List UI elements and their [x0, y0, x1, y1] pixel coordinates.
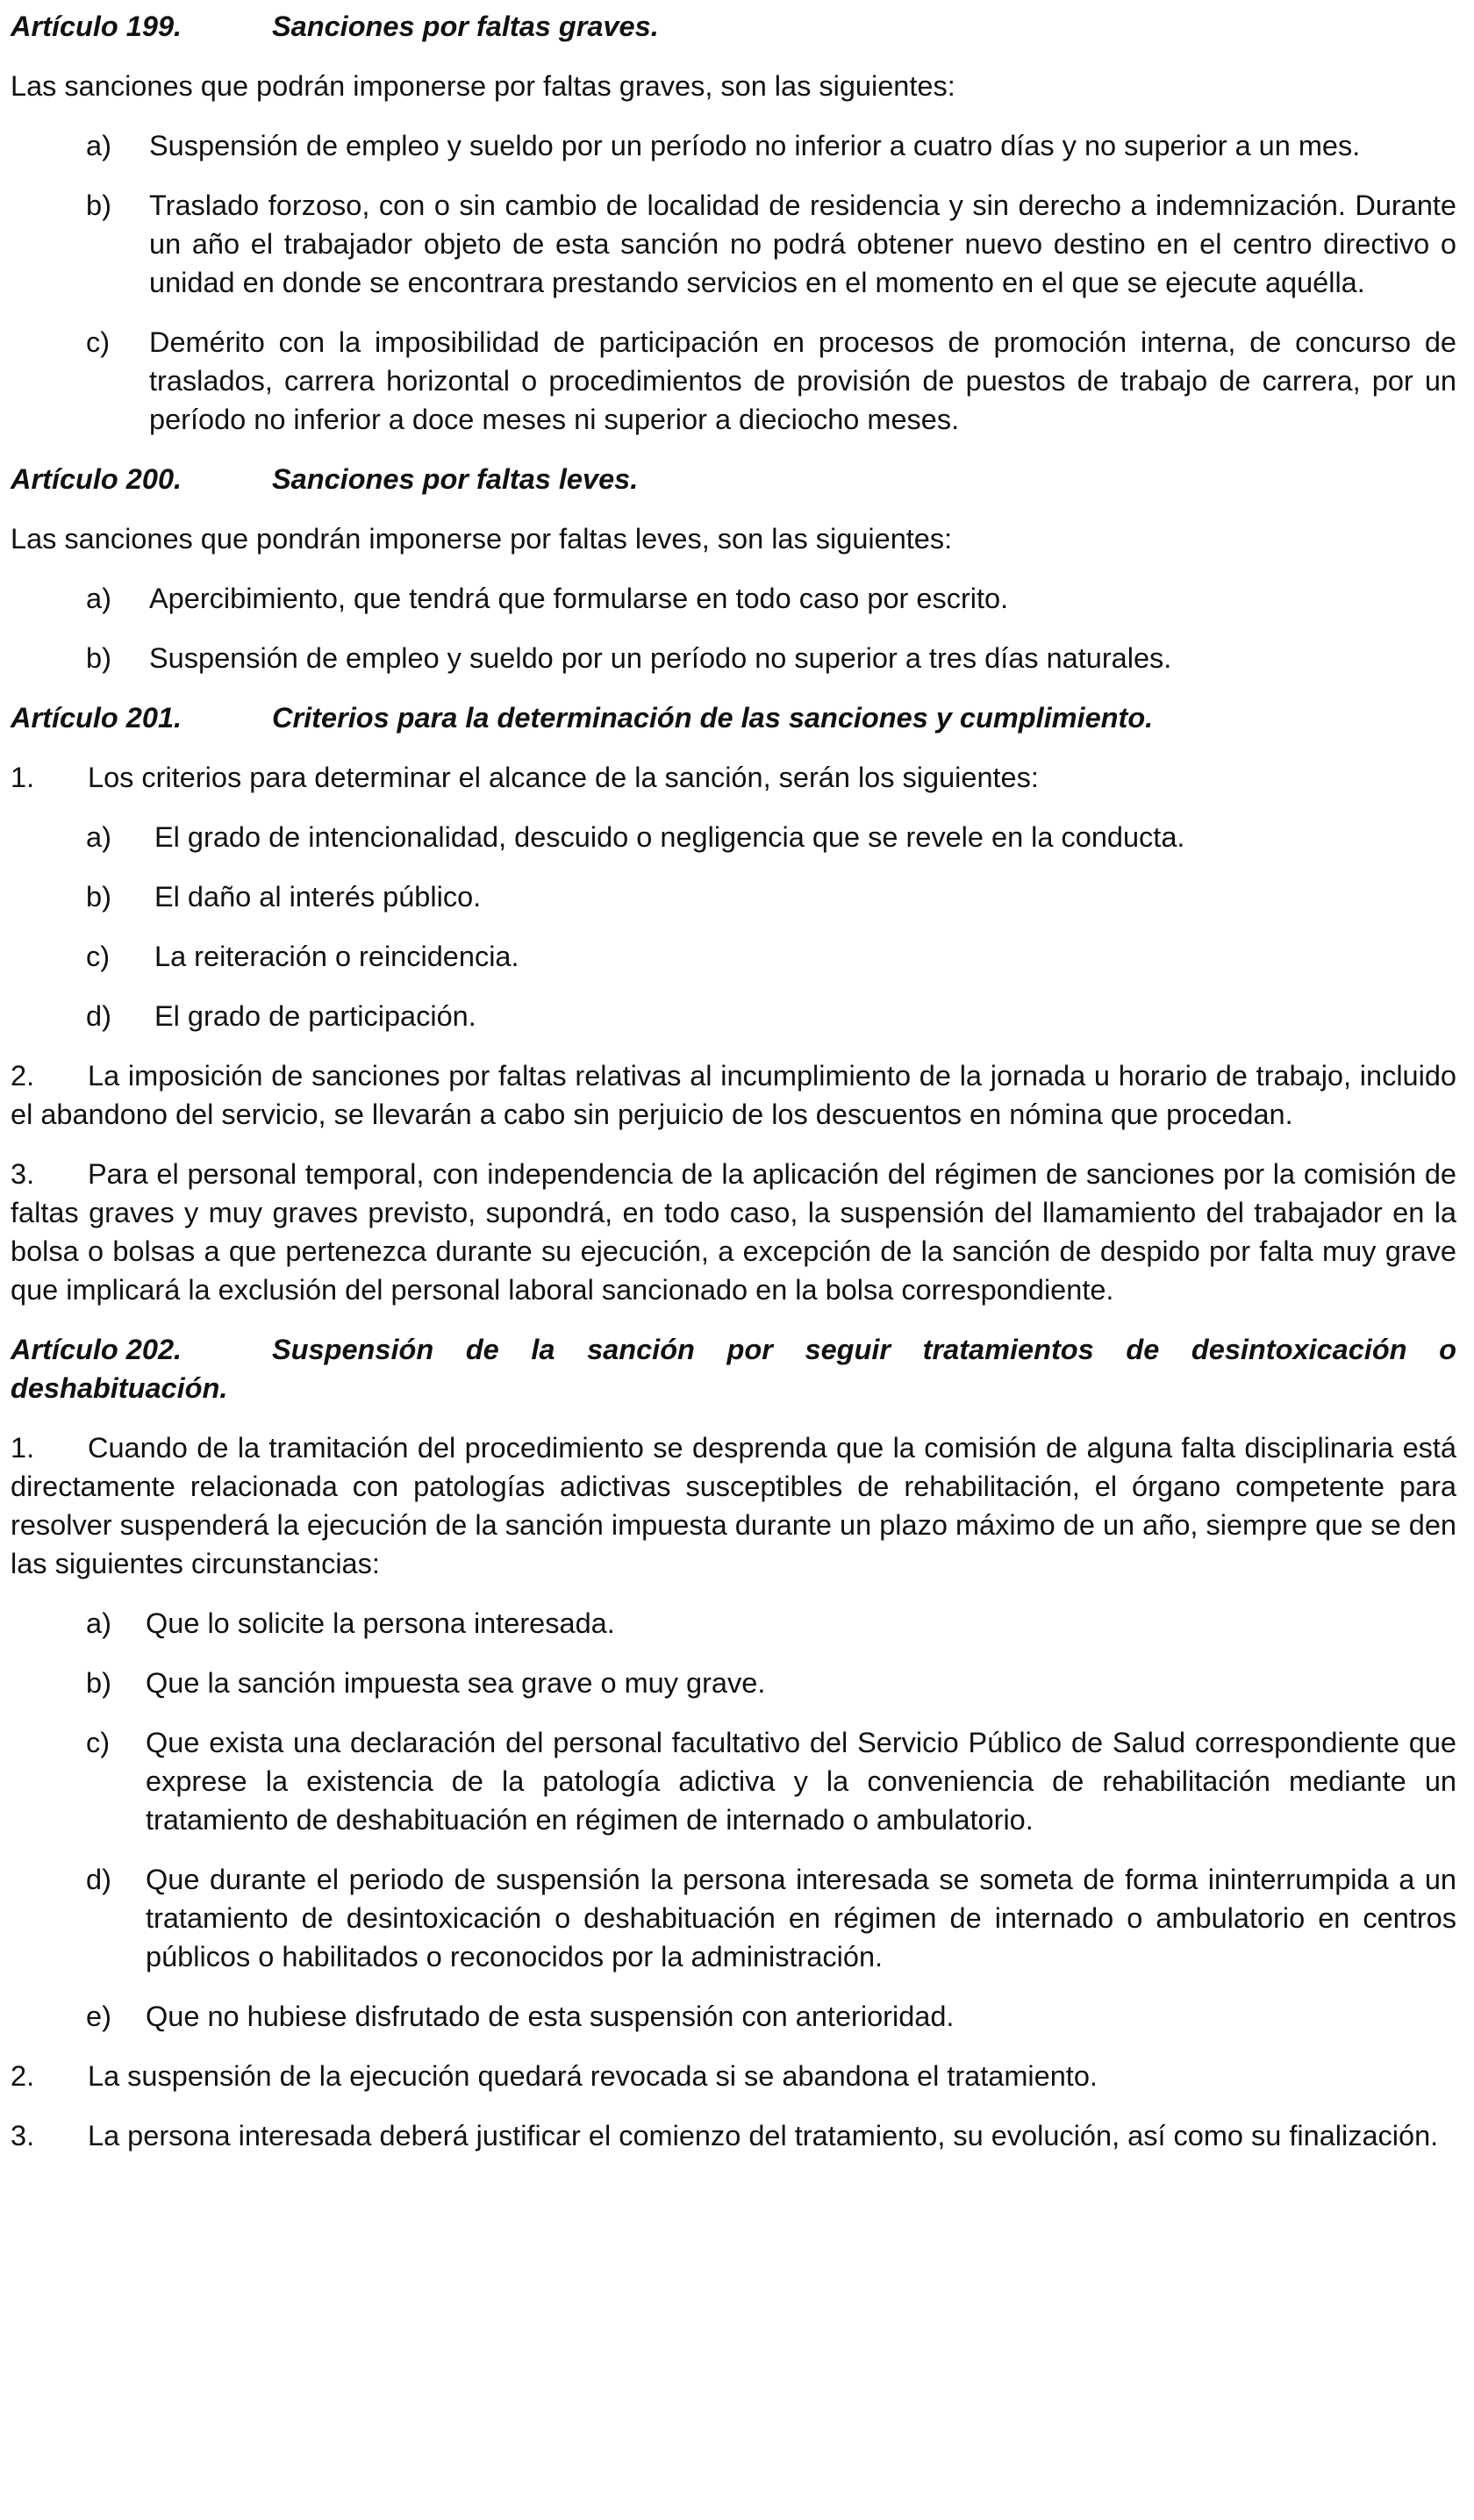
paragraph-number: 2.	[11, 1060, 35, 1092]
article-heading	[11, 460, 1456, 498]
sanctions-list	[11, 579, 1456, 677]
list-item	[11, 1604, 1456, 1643]
article-title: Sanciones por faltas leves.	[272, 463, 639, 495]
paragraph-number: 1.	[11, 1432, 35, 1464]
list-item	[11, 937, 1456, 976]
list-marker: e)	[86, 2001, 111, 2032]
article-title: Suspensión de la sanción por seguir tratamientos de desintoxicación o deshabituación.	[11, 1334, 1456, 1404]
paragraph-text: Cuando de la tramitación del procedimiento se desprenda que la comisión de alguna falta disciplinaria está directamente relacionada con patologías adictivas susceptibles de rehabilitación, el órgano competente para resolver suspenderá la ejecución de la sanción impuesta durante un plazo máximo de un año, siempre que se den las siguientes circunstancias:	[11, 1432, 1456, 1579]
numbered-paragraph	[11, 2057, 1456, 2095]
numbered-paragraph	[11, 2116, 1456, 2155]
list-item-text: Traslado forzoso, con o sin cambio de localidad de residencia y sin derecho a indemnización. Durante un año el trabajador objeto de esta sanción no podrá obtener nuevo destino en el centro directivo o unidad en donde se encontrara prestando servicios en el momento en el que se ejecute aquélla.	[149, 190, 1456, 298]
article-201	[11, 698, 1456, 1309]
list-marker: a)	[86, 130, 111, 161]
list-item-text: Suspensión de empleo y sueldo por un período no inferior a cuatro días y no superior a un mes.	[149, 130, 1361, 161]
article-199	[11, 7, 1456, 439]
list-item-text: Que no hubiese disfrutado de esta suspensión con anterioridad.	[146, 2001, 955, 2032]
article-number: Artículo 200.	[11, 463, 182, 495]
article-202	[11, 1330, 1456, 2155]
list-item	[11, 323, 1456, 439]
paragraph-number: 3.	[11, 2120, 35, 2151]
numbered-paragraph	[11, 758, 1456, 797]
list-item	[11, 639, 1456, 677]
paragraph-text: La imposición de sanciones por faltas relativas al incumplimiento de la jornada u horario de trabajo, incluido el abandono del servicio, se llevarán a cabo sin perjuicio de los descuentos en nómina que procedan.	[11, 1060, 1456, 1130]
list-item-text: Que exista una declaración del personal facultativo del Servicio Público de Salud correspondiente que exprese la existencia de la patología adictiva y la conveniencia de rehabilitación mediante un tratamiento de deshabituación en régimen de internado o ambulatorio.	[146, 1727, 1456, 1836]
document-page	[11, 7, 1456, 2176]
paragraph-text: Para el personal temporal, con independencia de la aplicación del régimen de sanciones por la comisión de faltas graves y muy graves previsto, supondrá, en todo caso, la suspensión del llamamiento del trabajador en la bolsa o bolsas a que pertenezca durante su ejecución, a excepción de la sanción de despido por falta muy grave que implicará la exclusión del personal laboral sancionado en la bolsa correspondiente.	[11, 1158, 1456, 1306]
numbered-paragraph	[11, 1155, 1456, 1309]
list-item-text: Suspensión de empleo y sueldo por un período no superior a tres días naturales.	[149, 642, 1172, 674]
list-marker: a)	[86, 1607, 111, 1639]
list-item-text: El grado de participación.	[154, 1000, 476, 1032]
article-title: Sanciones por faltas graves.	[272, 11, 659, 42]
article-intro: Las sanciones que podrán imponerse por faltas graves, son las siguientes:	[11, 70, 955, 102]
list-item	[11, 579, 1456, 618]
article-heading	[11, 698, 1456, 737]
list-marker: b)	[86, 190, 111, 221]
article-number: Artículo 199.	[11, 11, 182, 42]
sanctions-list	[11, 126, 1456, 439]
list-marker: a)	[86, 583, 111, 614]
list-marker: c)	[86, 941, 111, 972]
list-item	[11, 1860, 1456, 1976]
list-item	[11, 1723, 1456, 1839]
paragraph-text: La suspensión de la ejecución quedará revocada si se abandona el tratamiento.	[88, 2060, 1098, 2092]
circumstances-list	[11, 1604, 1456, 2036]
paragraph-text: Los criterios para determinar el alcance de la sanción, serán los siguientes:	[88, 762, 1039, 793]
numbered-paragraph	[11, 1056, 1456, 1134]
list-item	[11, 186, 1456, 302]
list-item	[11, 1997, 1456, 2036]
list-marker: a)	[86, 821, 111, 853]
paragraph-number: 1.	[11, 762, 35, 793]
article-200	[11, 460, 1456, 677]
list-item	[11, 818, 1456, 856]
list-item-text: Que la sanción impuesta sea grave o muy grave.	[146, 1667, 766, 1699]
article-number: Artículo 202.	[11, 1334, 182, 1365]
list-marker: d)	[86, 1000, 111, 1032]
criteria-list	[11, 818, 1456, 1035]
article-heading	[11, 7, 1456, 46]
list-item-text: Que lo solicite la persona interesada.	[146, 1607, 615, 1639]
list-marker: c)	[86, 326, 111, 358]
article-title: Criterios para la determinación de las sanciones y cumplimiento.	[272, 702, 1154, 734]
paragraph-number: 3.	[11, 1158, 35, 1190]
list-item	[11, 126, 1456, 165]
list-item-text: El grado de intencionalidad, descuido o negligencia que se revele en la conducta.	[154, 821, 1185, 853]
list-marker: b)	[86, 642, 111, 674]
article-number: Artículo 201.	[11, 702, 182, 734]
list-marker: b)	[86, 881, 111, 913]
list-item-text: Que durante el periodo de suspensión la persona interesada se someta de forma ininterrumpida a un tratamiento de desintoxicación o deshabituación en régimen de internado o ambulatorio en centros públicos o habilitados o reconocidos por la administración.	[146, 1864, 1456, 1972]
paragraph-text: La persona interesada deberá justificar el comienzo del tratamiento, su evolución, así como su finalización.	[88, 2120, 1439, 2151]
list-marker: c)	[86, 1727, 111, 1758]
article-intro: Las sanciones que pondrán imponerse por faltas leves, son las siguientes:	[11, 523, 953, 555]
list-item-text: Demérito con la imposibilidad de participación en procesos de promoción interna, de concurso de traslados, carrera horizontal o procedimientos de provisión de puestos de trabajo de carrera, por un período no inferior a doce meses ni superior a dieciocho meses.	[149, 326, 1456, 435]
numbered-paragraph	[11, 1428, 1456, 1583]
paragraph-number: 2.	[11, 2060, 35, 2092]
list-item	[11, 1664, 1456, 1702]
list-item-text: El daño al interés público.	[154, 881, 482, 913]
list-marker: b)	[86, 1667, 111, 1699]
list-item	[11, 877, 1456, 916]
list-item-text: La reiteración o reincidencia.	[154, 941, 519, 972]
list-item-text: Apercibimiento, que tendrá que formularse en todo caso por escrito.	[149, 583, 1009, 614]
article-heading	[11, 1330, 1456, 1407]
list-marker: d)	[86, 1864, 111, 1895]
list-item	[11, 997, 1456, 1035]
